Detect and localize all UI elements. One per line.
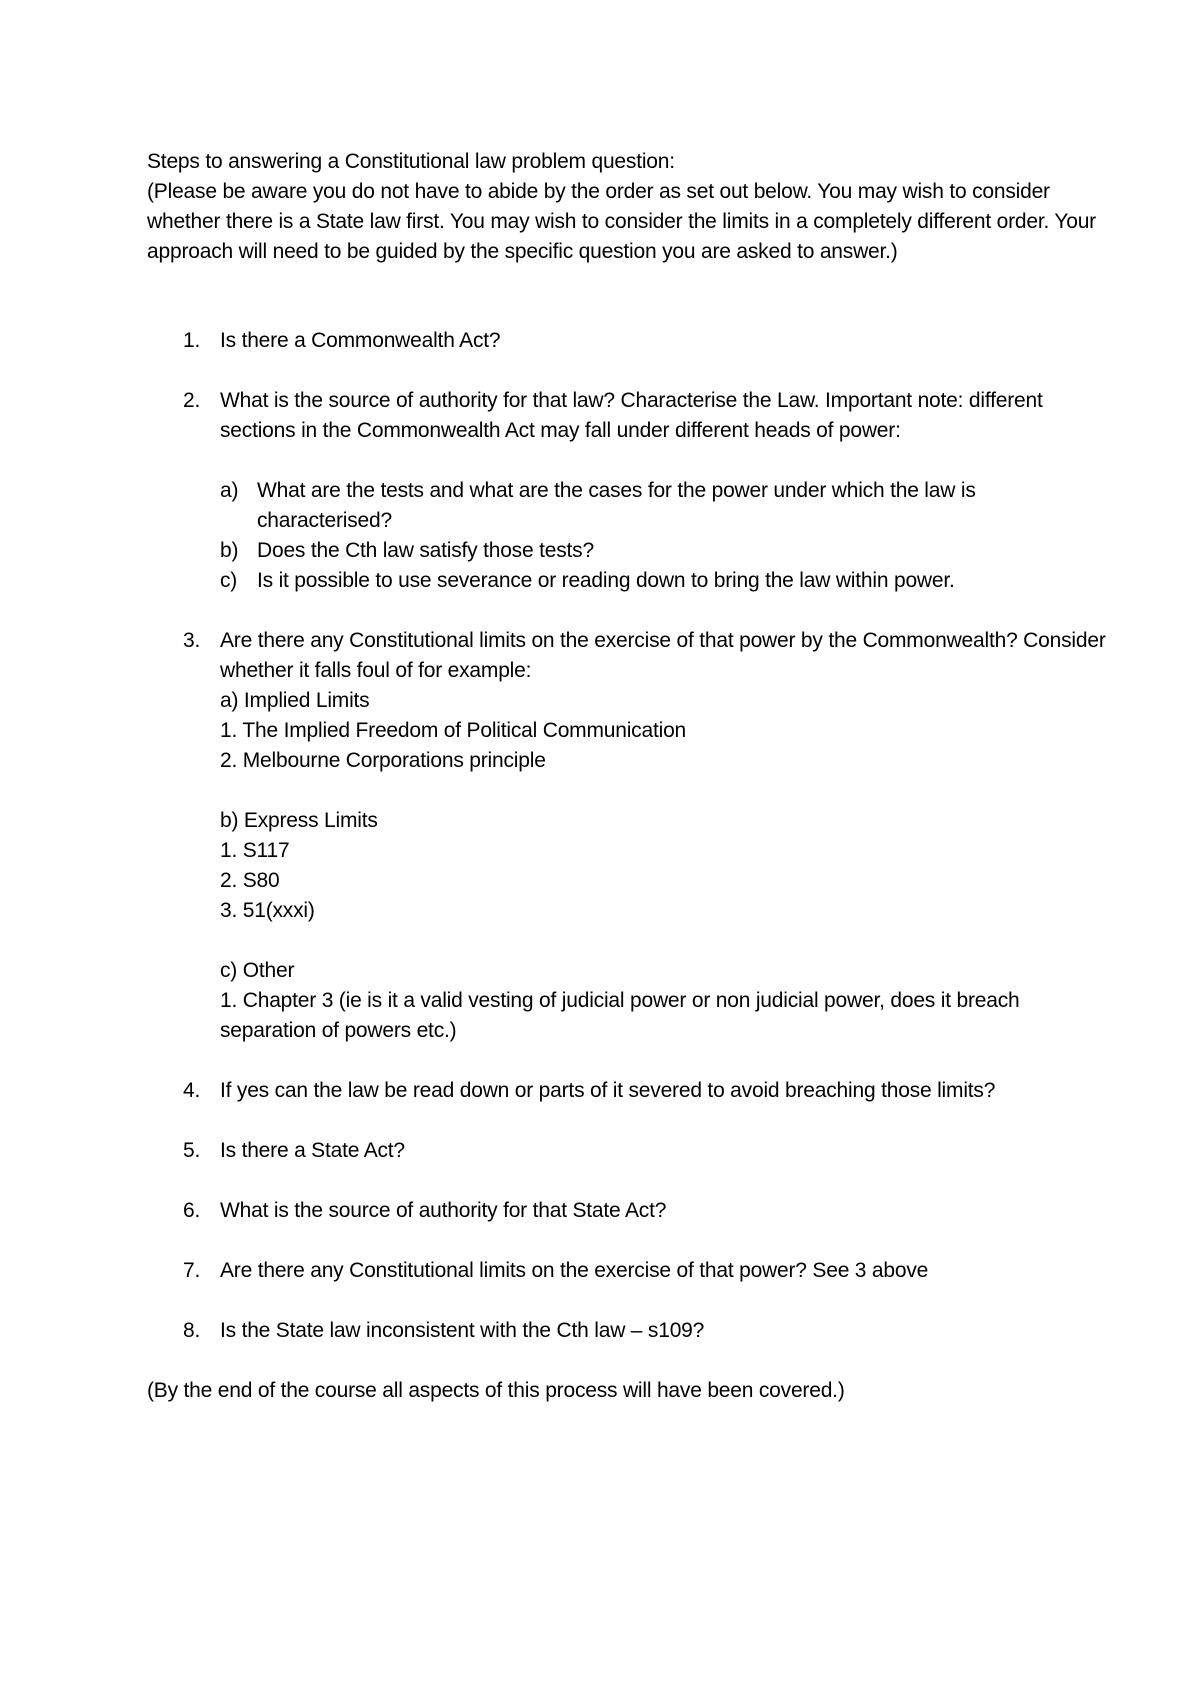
sub-item: [220, 536, 1107, 566]
step-text: Are there any Constitutional limits on the exercise of that power? See 3 above: [220, 1259, 929, 1282]
limit-item: 2. S80: [220, 869, 280, 892]
limits-heading: c) Other: [220, 959, 295, 982]
sub-item: [220, 566, 1107, 596]
step-text: What is the source of authority for that State Act?: [220, 1199, 667, 1222]
step-text: Are there any Constitutional limits on the exercise of that power by the Commonwealth? Consider whether it falls foul of for example:: [220, 629, 1106, 682]
step-item: [147, 626, 1107, 1046]
step-number: 4.: [183, 1079, 201, 1102]
sub-item-label: b): [220, 539, 239, 562]
limits-heading: b) Express Limits: [220, 809, 378, 832]
steps-list: [147, 326, 1107, 1346]
sub-item-text: Does the Cth law satisfy those tests?: [257, 539, 594, 562]
document-body: [147, 147, 1107, 1406]
limit-item: 1. The Implied Freedom of Political Communication: [220, 719, 687, 742]
step-item: [147, 326, 1107, 356]
sub-item: [220, 476, 1107, 536]
limits-block: [220, 686, 1107, 1046]
step-item: [147, 1136, 1107, 1166]
step-text: What is the source of authority for that law? Characterise the Law. Important note: different sections in the Commonwealth Act may fall under different heads of power:: [220, 389, 1043, 442]
step-text: Is there a State Act?: [220, 1139, 405, 1162]
step-number: 1.: [183, 329, 201, 352]
limit-item: 2. Melbourne Corporations principle: [220, 749, 546, 772]
step-number: 5.: [183, 1139, 201, 1162]
limits-heading: a) Implied Limits: [220, 689, 370, 712]
express-limits-group: [220, 806, 1107, 926]
other-limits-group: [220, 956, 1107, 1046]
closing-note: (By the end of the course all aspects of this process will have been covered.): [147, 1379, 845, 1402]
step-item: [147, 1076, 1107, 1106]
step-number: 2.: [183, 389, 201, 412]
step-number: 8.: [183, 1319, 201, 1342]
sub-item-label: a): [220, 479, 239, 502]
sub-item-text: What are the tests and what are the cases for the power under which the law is characterised?: [257, 479, 976, 532]
step-number: 3.: [183, 629, 201, 652]
sub-item-label: c): [220, 569, 238, 592]
limit-item: 3. 51(xxxi): [220, 899, 315, 922]
intro-note: (Please be aware you do not have to abide by the order as set out below. You may wish to consider whether there is a State law first. You may wish to consider the limits in a completely different order. Your approach will need to be guided by the specific question you are asked to answer.): [147, 180, 1096, 263]
sub-item-text: Is it possible to use severance or reading down to bring the law within power.: [257, 569, 955, 592]
step-2-sublist: [220, 476, 1107, 596]
implied-limits-group: [220, 686, 1107, 776]
step-text: Is the State law inconsistent with the Cth law – s109?: [220, 1319, 705, 1342]
step-number: 7.: [183, 1259, 201, 1282]
step-text: Is there a Commonwealth Act?: [220, 329, 501, 352]
limit-item: 1. S117: [220, 839, 290, 862]
limit-item: 1. Chapter 3 (ie is it a valid vesting of judicial power or non judicial power, does it breach separation of powers etc.): [220, 989, 1020, 1042]
step-text: If yes can the law be read down or parts of it severed to avoid breaching those limits?: [220, 1079, 996, 1102]
document-title: Steps to answering a Constitutional law problem question:: [147, 150, 675, 173]
step-number: 6.: [183, 1199, 201, 1222]
step-item: [147, 386, 1107, 596]
step-item: [147, 1316, 1107, 1346]
step-item: [147, 1196, 1107, 1226]
step-item: [147, 1256, 1107, 1286]
